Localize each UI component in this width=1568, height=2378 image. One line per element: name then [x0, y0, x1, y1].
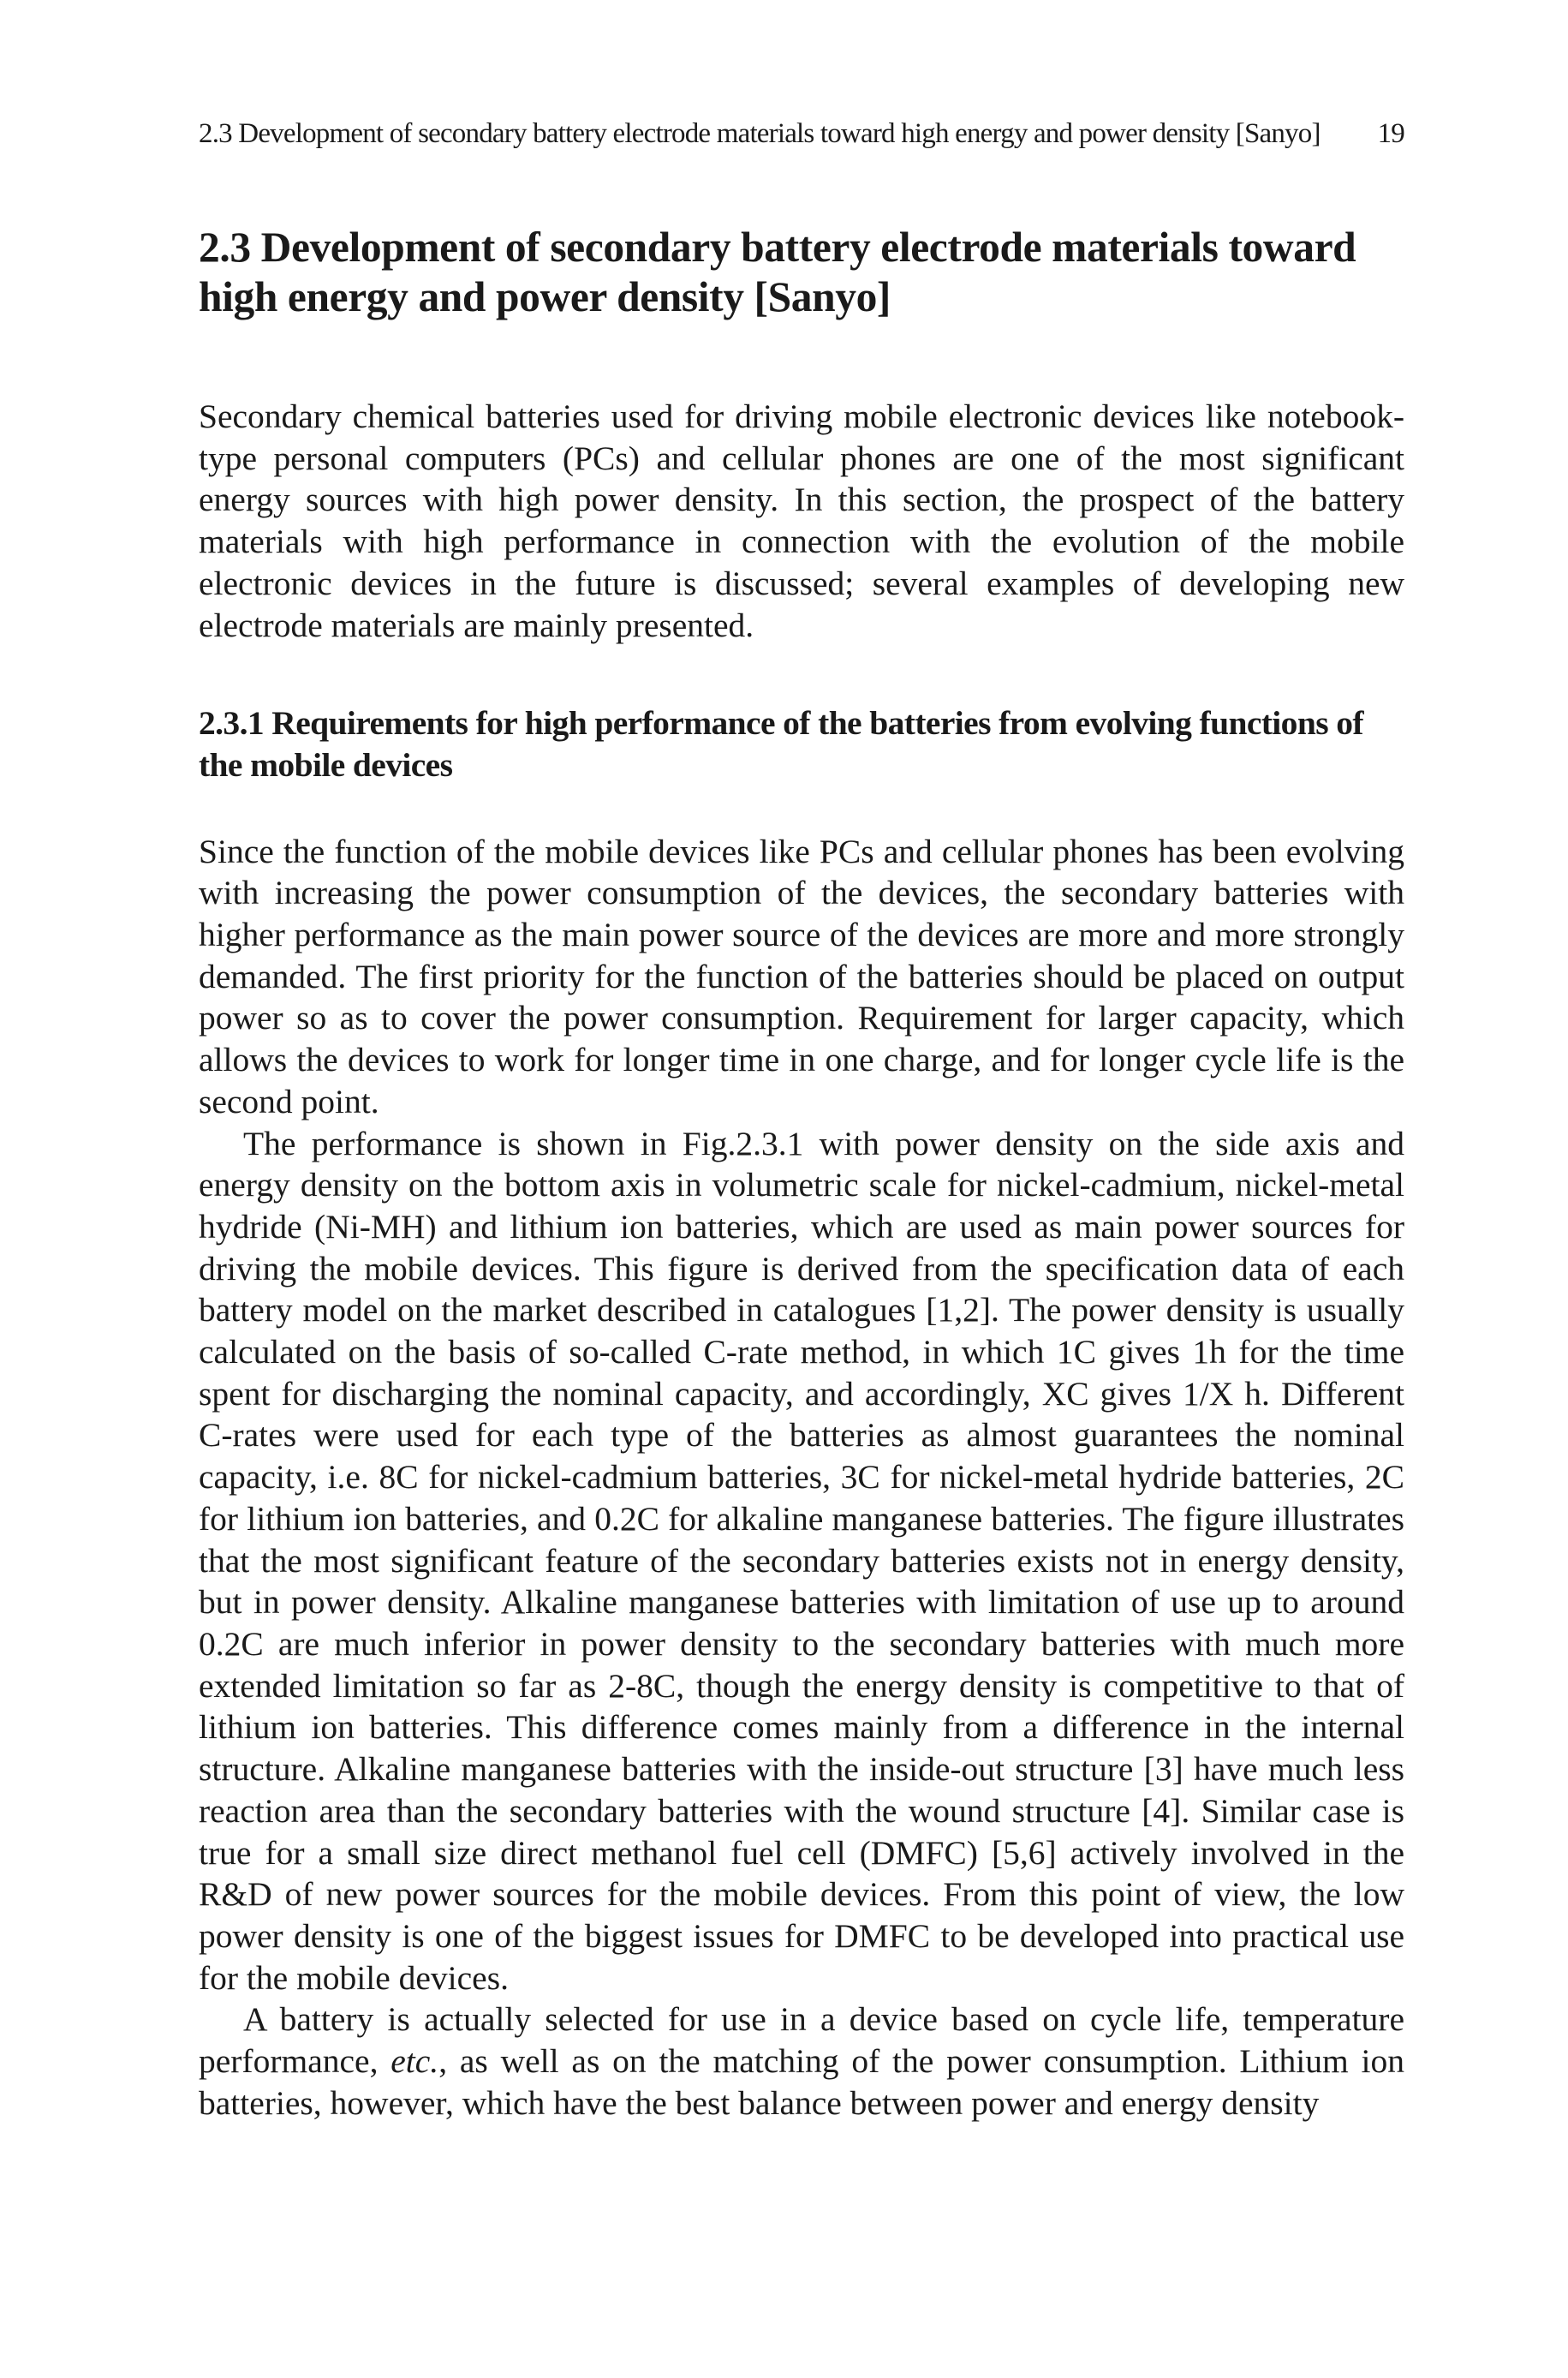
body-paragraph-last — [199, 1999, 1404, 2124]
running-title: 2.3 Development of secondary battery electrode materials toward high energy and power density [Sanyo] — [199, 118, 1321, 149]
body-paragraph: The performance is shown in Fig.2.3.1 with power density on the side axis and energy density on the bottom axis in volumetric scale for nickel-cadmium, nickel-metal hydride (Ni-MH) and lithium ion batteries, which are used as main power sources for driving the mobile devices. This figure is derived from the specification data of each battery model on the market described in catalogues [1,2]. The power density is usually calculated on the basis of so-called C-rate method, in which 1C gives 1h for the time spent for discharging the nominal capacity, and accordingly, XC gives 1/X h. Different C-rates were used for each type of the batteries as almost guarantees the nominal capacity, i.e. 8C for nickel-cadmium batteries, 3C for nickel-metal hydride batteries, 2C for lithium ion batteries, and 0.2C for alkaline manganese batteries. The figure illustrates that the most significant feature of the secondary batteries exists not in energy density, but in power density. Alkaline manganese batteries with limitation of use up to around 0.2C are much inferior in power density to the secondary batteries with much more extended limitation so far as 2-8C, though the energy density is competitive to that of lithium ion batteries. This difference comes mainly from a difference in the internal structure. Alkaline manganese batteries with the inside-out structure [3] have much less reaction area than the secondary batteries with the wound structure [4]. Similar case is true for a small size direct methanol fuel cell (DMFC) [5,6] actively involved in the R&D of new power sources for the mobile devices. From this point of view, the low power density is one of the biggest issues for DMFC to be developed into practical use for the mobile devices. — [199, 1124, 1404, 1997]
italic-abbreviation: etc. — [391, 2042, 439, 2081]
running-header — [199, 117, 1404, 151]
body-paragraph: Since the function of the mobile devices like PCs and cellular phones has been evolving with increasing the power consumption of the devices, the secondary batteries with higher performance as the main power source of the devices are more and more strongly demanded. The first priority for the function of the batteries should be placed on output power so as to cover the power consumption. Requirement for larger capacity, which allows the devices to work for longer time in one charge, and for longer cycle life is the second point. — [199, 832, 1404, 1120]
subsection-title: 2.3.1 Requirements for high performance of the batteries from evolving functions of the mobile devices — [199, 704, 1363, 784]
section-intro-paragraph: Secondary chemical batteries used for driving mobile electronic devices like notebook-type personal computers (PCs) and cellular phones are one of the most significant energy sources with high power density. In this section, the prospect of the battery materials with high performance in connection with the evolution of the mobile electronic devices in the future is discussed; several examples of developing new electrode materials are mainly presented. — [199, 397, 1404, 644]
paragraph-text: , as well as on the matching of the power consumption. Lithium ion batteries, however, which have the best balance between power and energy density — [199, 2042, 1404, 2122]
paragraph-text: A battery is actually selected for use in a device based on cycle life, temperature performance, — [199, 2000, 1404, 2081]
page-number: 19 — [1377, 118, 1404, 149]
page — [199, 117, 1404, 2124]
section-title: 2.3 Development of secondary battery electrode materials toward high energy and power density [Sanyo] — [199, 224, 1356, 320]
